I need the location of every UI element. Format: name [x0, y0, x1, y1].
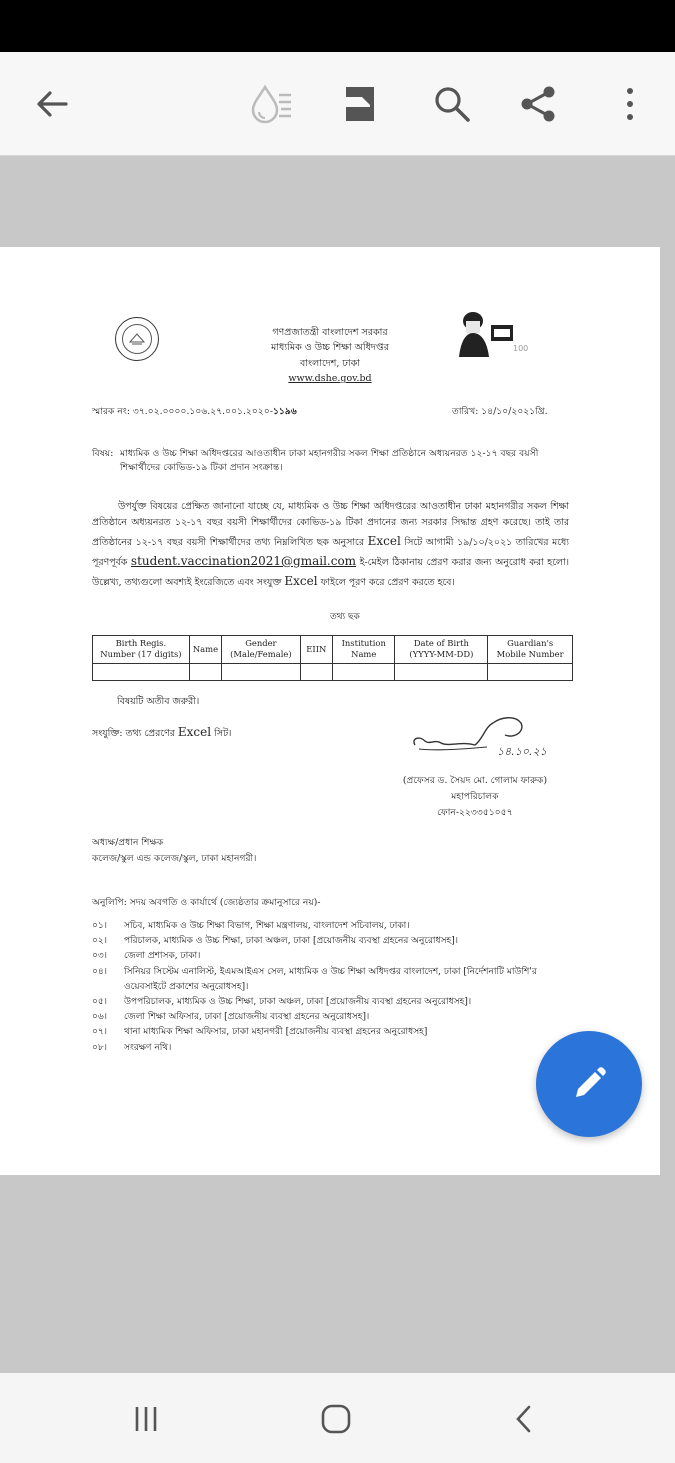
home-icon[interactable]: [312, 1397, 360, 1441]
ink-saver-icon[interactable]: [246, 80, 294, 128]
cc-list-item: ০৬। জেলা শিক্ষা অফিসার, ঢাকা [প্রয়োজনীয় ব্যবস্থা গ্রহনের অনুরোধসহ]।: [92, 1012, 370, 1023]
table-cell: [222, 663, 301, 680]
dshe-emblem-logo: [115, 317, 159, 361]
cc-list-item: ০৭। থানা মাধ্যমিক শিক্ষা অফিসার, ঢাকা মহানগরী [প্রয়োজনীয় ব্যবস্থা গ্রহনের অনুরোধসহ]: [92, 1027, 428, 1038]
recent-apps-icon[interactable]: [122, 1397, 170, 1441]
table-header-row: [93, 636, 573, 664]
header-line-2: মাধ্যমিক ও উচ্চ শিক্ষা অধিদপ্তর: [271, 342, 389, 354]
share-icon[interactable]: [514, 80, 562, 128]
edit-fab[interactable]: [536, 1031, 642, 1137]
body-paragraph: উপর্যুক্ত বিষয়ের প্রেক্ষিত জানানো যাচ্ছে যে, মাধ্যমিক ও উচ্চ শিক্ষা অধিদপ্তরের আওতাধীন ঢাকা মহানগরীর সকল শিক্ষা প্রতিষ্ঠানে অধ্যয়নরত ১২-১৭ বছর বয়সী শিক্ষার্থীদের কোভিড-১৯ টিকা প্রদানের জন্য সরকার সিদ্ধান্ত গ্রহণ করেছে। তাই তার প্রতিষ্ঠানের ১২-১৭ বছর বয়সী শিক্ষার্থীদের তথ্য নিম্নলিখিত ছক অনুসারে Excel সিটে আগামী ১৯/১০/২০২১ তারিখের মধ্যে পূরণপূর্বক student.vaccination2021@gmail.com ই-মেইল ঠিকানায় প্রেরণ করার জন্য অনুরোধ করা হলো। উল্লেখ্য, তথ্যগুলো অবশ্যই ইংরেজিতে এবং সংযুক্ত Excel ফাইলে পূরণ করে প্রেরণ করতে হবে।: [92, 501, 570, 588]
signatory-title: মহাপরিচালক: [451, 791, 499, 803]
memo-date: তারিখ: ১৪/১০/২০২১খ্রি.: [452, 406, 548, 417]
attachment-note: সংযুক্তি: তথ্য প্রেরণের Excel সিট।: [92, 725, 232, 739]
table-header-cell: Gender (Male/Female): [222, 636, 301, 664]
cc-list-item: ০২। পরিচালক, মাধ্যমিক ও উচ্চ শিক্ষা, ঢাকা অঞ্চল, ঢাকা [প্রয়োজনীয় ব্যবস্থা গ্রহনের অনুরোধসহ]।: [92, 936, 458, 947]
back-arrow-icon[interactable]: [28, 80, 76, 128]
table-cell: [189, 663, 221, 680]
recipient-block: অধ্যক্ষ/প্রধান শিক্ষক কলেজ/স্কুল এন্ড কলেজ/স্কুল, ঢাকা মহানগরী।: [92, 837, 257, 864]
back-icon[interactable]: [500, 1397, 548, 1441]
table-header-cell: Guardian's Mobile Number: [488, 636, 573, 664]
table-header-cell: Birth Regis. Number (17 digits): [93, 636, 190, 664]
table-cell: [395, 663, 488, 680]
signatory-name: (প্রফেসর ড. সৈয়দ মো. গোলাম ফারুক): [402, 775, 548, 786]
signature: [405, 709, 570, 769]
table-header-cell: Name: [189, 636, 221, 664]
table-empty-row: [93, 663, 573, 680]
status-bar: [0, 0, 675, 52]
more-vertical-icon[interactable]: [606, 80, 654, 128]
signatory-phone: ফোন-২২৩৩৫১০৫৭: [437, 807, 513, 819]
edit-pencil-icon: [568, 1063, 610, 1105]
document-page: [0, 247, 660, 1175]
document-viewer[interactable]: [0, 157, 675, 1373]
table-cell: [488, 663, 573, 680]
svg-text:100: 100: [513, 344, 529, 353]
header-line-3: বাংলাদেশ, ঢাকা: [300, 357, 360, 369]
signatory-block: [370, 773, 580, 821]
table-header-cell: Institution Name: [332, 636, 395, 664]
search-icon[interactable]: [428, 80, 476, 128]
table-cell: [332, 663, 395, 680]
table-header-cell: EIIN: [300, 636, 332, 664]
table-header-cell: Date of Birth (YYYY-MM-DD): [395, 636, 488, 664]
app-toolbar: [0, 52, 675, 156]
system-nav-bar: [0, 1373, 675, 1463]
table-title: তথ্য ছক: [330, 612, 360, 622]
cc-title: অনুলিপি: সদয় অবগতি ও কার্যার্থে (জ্যেষ্ঠতার ক্রমানুসারে নয়)-: [92, 897, 321, 908]
subject-text: মাধ্যমিক ও উচ্চ শিক্ষা অধিদপ্তরের আওতাধীন ঢাকা মহানগরীর সকল শিক্ষা প্রতিষ্ঠানে অধ্যয়নরত ১২-১৭ বছর বয়সী শিক্ষার্থীদের কোভিড-১৯ টিকা প্রদান সংক্রান্ত।: [120, 448, 539, 473]
cc-list-item: ০৮। সংরক্ষণ নথি।: [92, 1042, 172, 1053]
cc-list: [92, 919, 552, 1056]
cc-list-item: ০৩। জেলা প্রশাসক, ঢাকা।: [92, 951, 201, 962]
website-link: www.dshe.gov.bd: [288, 373, 372, 385]
table-cell: [93, 663, 190, 680]
reading-mode-icon[interactable]: [336, 80, 384, 128]
email-link: student.vaccination2021@gmail.com: [130, 553, 357, 568]
cc-list-item: ০৫। উপপরিচালক, মাধ্যমিক ও উচ্চ শিক্ষা, ঢাকা অঞ্চল, ঢাকা [প্রয়োজনীয় ব্যবস্থা গ্রহনের অনুরোধসহ]।: [92, 997, 472, 1008]
header-line-1: গণপ্রজাতন্ত্রী বাংলাদেশ সরকার: [272, 327, 388, 338]
info-table: [92, 635, 573, 681]
mujib-borsho-logo: [455, 307, 530, 362]
letterhead: [180, 325, 480, 387]
cc-list-item: ০৪। সিনিয়র সিস্টেম এনালিস্ট, ইএমআইএস সেল, মাধ্যমিক ও উচ্চ শিক্ষা অধিদপ্তর বাংলাদেশ, ঢাকা [নির্দেশনাটি মাউশি'র ওয়েবসাইটে প্রকাশের অনুরোধসহ]।: [92, 966, 537, 992]
urgent-note: বিষয়টি অতীব জরুরী।: [117, 696, 200, 707]
table-cell: [300, 663, 332, 680]
cc-list-item: ০১। সচিব, মাধ্যমিক ও উচ্চ শিক্ষা বিভাগ, শিক্ষা মন্ত্রণালয়, বাংলাদেশ সচিবালয়, ঢাকা।: [92, 921, 410, 931]
signature-date: ১৪.১০.২১: [497, 745, 547, 758]
subject-label: বিষয়:: [92, 448, 114, 459]
memo-reference: স্মারক নং: ৩৭.০২.০০০০.১০৬.২৭.০০১.২০২০-১১৯৬: [92, 406, 297, 417]
